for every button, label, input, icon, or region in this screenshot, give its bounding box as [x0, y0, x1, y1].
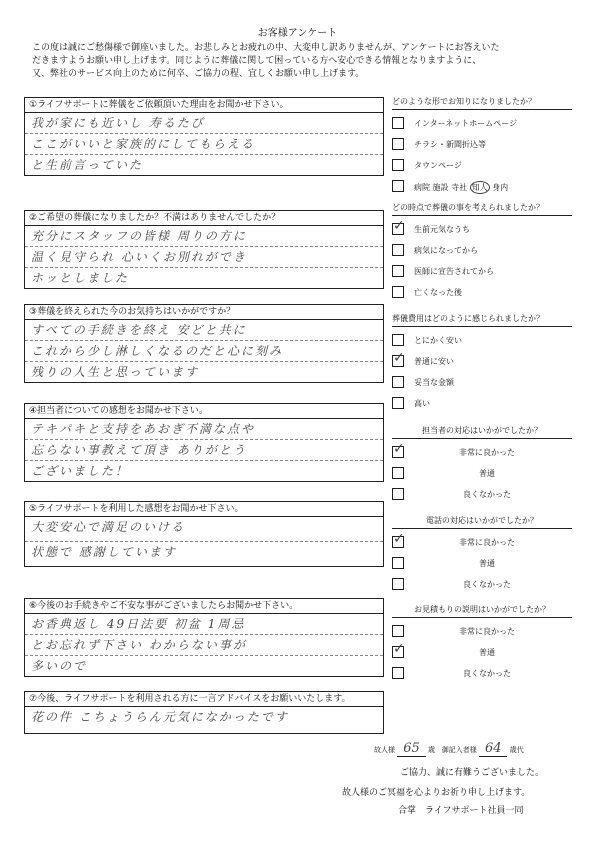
handwritten-answer: これから少し淋しくなるのだと心に刻み — [31, 344, 284, 358]
option-label: とにかく安い — [414, 336, 462, 345]
option-row[interactable] — [392, 464, 572, 485]
prayer-text: 故人様のご冥福を心よりお祈り申し上げます。 — [342, 788, 531, 798]
option-row[interactable] — [392, 331, 572, 352]
checkbox[interactable] — [392, 218, 405, 235]
option-label: 良くなかった — [463, 580, 511, 589]
deceased-age-value: 65 — [397, 741, 426, 757]
side-heading: どの時点で葬儀の事を考えられましたか？ — [392, 202, 572, 216]
option-row[interactable] — [392, 114, 572, 135]
option-row[interactable] — [392, 485, 572, 506]
option-label: インターネットホームページ — [414, 119, 518, 128]
question-6 — [24, 598, 384, 677]
question-heading: ④担当者についての感想をお聞かせ下さい。 — [25, 404, 383, 419]
handwritten-answer: 充分にスタッフの皆様 周りの方に — [31, 229, 247, 243]
question-heading: ⑦今後、ライフサポートを利用される方に一言アドバイスをお願いいたします。 — [25, 692, 383, 707]
check-mark-icon: ✓ — [393, 531, 405, 547]
question-heading: ⑤ライフサポートを利用した感想をお聞かせ下さい。 — [25, 502, 383, 517]
handwritten-answer: 状態で 感謝しています — [31, 545, 177, 559]
intro-text — [32, 42, 572, 81]
checkbox[interactable] — [392, 641, 405, 658]
check-mark-icon: ✓ — [393, 218, 405, 234]
side-section-timing — [392, 202, 572, 304]
checkbox[interactable] — [392, 350, 405, 367]
handwritten-answer: 残りの人生と思っています — [31, 365, 200, 379]
check-mark-icon: ✓ — [393, 441, 405, 457]
checkbox[interactable] — [392, 397, 404, 409]
circled-choice: 知人 — [471, 183, 488, 192]
handwritten-answer: 大変安心で満足のいける — [31, 520, 186, 534]
handwritten-answer: 温く見守られ 心いくお別れができ — [31, 250, 247, 264]
option-row[interactable] — [392, 443, 572, 464]
question-heading: ①ライフサポートに葬儀をご依頼頂いた理由をお聞かせ下さい。 — [25, 98, 383, 113]
option-row[interactable] — [392, 394, 572, 415]
checkbox[interactable] — [392, 578, 404, 590]
question-3 — [24, 304, 384, 383]
option-label: 病気になってから — [414, 246, 478, 255]
option-label: 普通 — [479, 648, 495, 657]
option-row[interactable] — [392, 664, 572, 685]
question-7 — [24, 691, 384, 734]
writer-age-unit: 歳代 — [509, 746, 524, 754]
option-row[interactable] — [392, 575, 572, 596]
handwritten-answer: お香典返し 49日法要 初盆 1周忌 — [31, 617, 246, 631]
deceased-age-label: 故人様 — [374, 746, 395, 754]
age-fields — [374, 741, 524, 756]
option-row[interactable] — [392, 177, 572, 198]
option-row[interactable] — [392, 533, 572, 554]
checkbox[interactable] — [392, 625, 404, 637]
checkbox[interactable] — [392, 334, 404, 346]
checkbox[interactable] — [392, 159, 404, 171]
check-mark-icon: ✓ — [393, 350, 405, 366]
option-label: 非常に良かった — [459, 538, 515, 547]
option-label: 良くなかった — [463, 669, 511, 678]
option-label-circled: 病院 施設 寺社 知人 身内 — [414, 183, 509, 192]
option-label: 医師に宣告されてから — [414, 267, 494, 276]
question-5 — [24, 501, 384, 567]
checkbox[interactable] — [392, 265, 404, 277]
page-title: お客様アンケート — [257, 28, 338, 39]
option-label: 生前元気なうち — [414, 225, 470, 234]
checkbox[interactable] — [392, 286, 404, 298]
handwritten-answer: とお忘れず下さい わからない事が — [31, 638, 247, 652]
option-row[interactable] — [392, 262, 572, 283]
side-section-estimate — [392, 604, 572, 685]
intro-line: 又、弊社のサービス向上のために何卒、ご協力の程、宜しくお願い申し上げます。 — [32, 69, 365, 79]
question-heading: ②ご希望の葬儀になりましたか？不満はありませんでしたか？ — [25, 211, 383, 226]
option-row[interactable] — [392, 352, 572, 373]
checkbox[interactable] — [392, 557, 404, 569]
option-label: 非常に良かった — [459, 448, 515, 457]
handwritten-answer: 我が家にも近いし 寿るたび — [31, 116, 205, 130]
option-row[interactable] — [392, 220, 572, 241]
intro-line: だきますようお願い申し上げます。同じように葬儀に関して困っている方へ安心できる情報となりますように、 — [32, 56, 482, 66]
option-row[interactable] — [392, 622, 572, 643]
thanks-text: ご協力、誠に有難うございました。 — [400, 768, 545, 778]
checkbox[interactable] — [392, 441, 405, 458]
option-label: 普通 — [479, 469, 495, 478]
check-mark-icon: ✓ — [393, 641, 405, 657]
side-section-phone — [392, 515, 572, 596]
question-heading: ③葬儀を終えられた今のお気持ちはいかがですか？ — [25, 305, 383, 320]
option-label: 普通 — [479, 559, 495, 568]
option-row[interactable] — [392, 241, 572, 262]
question-4 — [24, 403, 384, 482]
intro-line: この度は誠にご愁傷様で御座いました。お悲しみとお疲れの中、大変申し訳ありませんが、アンケートにお答えいた — [32, 43, 500, 53]
side-heading: 葬儀費用はどのように感じられましたか？ — [392, 313, 572, 327]
option-label: 高い — [414, 399, 430, 408]
option-row[interactable] — [392, 135, 572, 156]
option-row[interactable] — [392, 373, 572, 394]
handwritten-answer: ここがいいと家族的にしてもらえる — [31, 137, 256, 151]
checkbox[interactable] — [392, 488, 404, 500]
handwritten-answer: テキパキと支持をあおぎ不満な点や — [31, 422, 256, 436]
deceased-age-unit: 歳 — [428, 746, 436, 754]
option-label: タウンページ — [414, 161, 462, 170]
side-section-staff — [392, 425, 572, 506]
option-label: チラシ・新聞折込等 — [414, 140, 486, 149]
handwritten-answer: 忘らない事教えて頂き ありがとう — [31, 443, 247, 457]
option-label: 非常に良かった — [459, 627, 515, 636]
writer-age-label: 御記入者様 — [441, 746, 477, 754]
side-heading: お見積もりの説明はいかがでしたか？ — [392, 604, 572, 618]
option-label: 妥当な金額 — [414, 378, 454, 387]
option-row[interactable] — [392, 643, 572, 664]
checkbox[interactable] — [392, 117, 404, 129]
checkbox[interactable] — [392, 180, 404, 192]
option-row[interactable] — [392, 156, 572, 177]
handwritten-answer: ございました！ — [31, 464, 130, 478]
handwritten-answer: と生前言っていた — [31, 158, 144, 172]
checkbox[interactable] — [392, 531, 405, 548]
checkbox[interactable] — [392, 467, 404, 479]
side-heading: どのような形でお知りになりましたか？ — [392, 96, 572, 110]
option-label: 亡くなった後 — [414, 288, 462, 297]
side-heading: 担当者の対応はいかがでしたか？ — [392, 425, 572, 439]
writer-age-value: 64 — [479, 741, 508, 757]
question-2 — [24, 210, 384, 289]
side-section-source — [392, 96, 572, 198]
checkbox[interactable] — [392, 138, 404, 150]
checkbox[interactable] — [392, 244, 404, 256]
option-row[interactable] — [392, 283, 572, 304]
option-label: 良くなかった — [463, 490, 511, 499]
option-row[interactable] — [392, 554, 572, 575]
question-1 — [24, 97, 384, 176]
handwritten-answer: ホッとしました — [31, 271, 130, 285]
side-section-cost — [392, 313, 572, 415]
handwritten-answer: すべての手続きを終え 安どと共に — [31, 323, 247, 337]
handwritten-answer: 花の件 こちょうらん元気になかったです — [31, 710, 289, 724]
side-heading: 電話の対応はいかがでしたか？ — [392, 515, 572, 529]
handwritten-answer: 多いので — [31, 659, 88, 673]
checkbox[interactable] — [392, 376, 404, 388]
checkbox[interactable] — [392, 667, 404, 679]
signature-text: 合掌 ライフサポート社員一同 — [398, 806, 524, 816]
question-heading: ⑥今後のお手続きやご不安な事がございましたらお聞かせ下さい。 — [25, 599, 383, 614]
option-label: 普通に安い — [414, 357, 454, 366]
